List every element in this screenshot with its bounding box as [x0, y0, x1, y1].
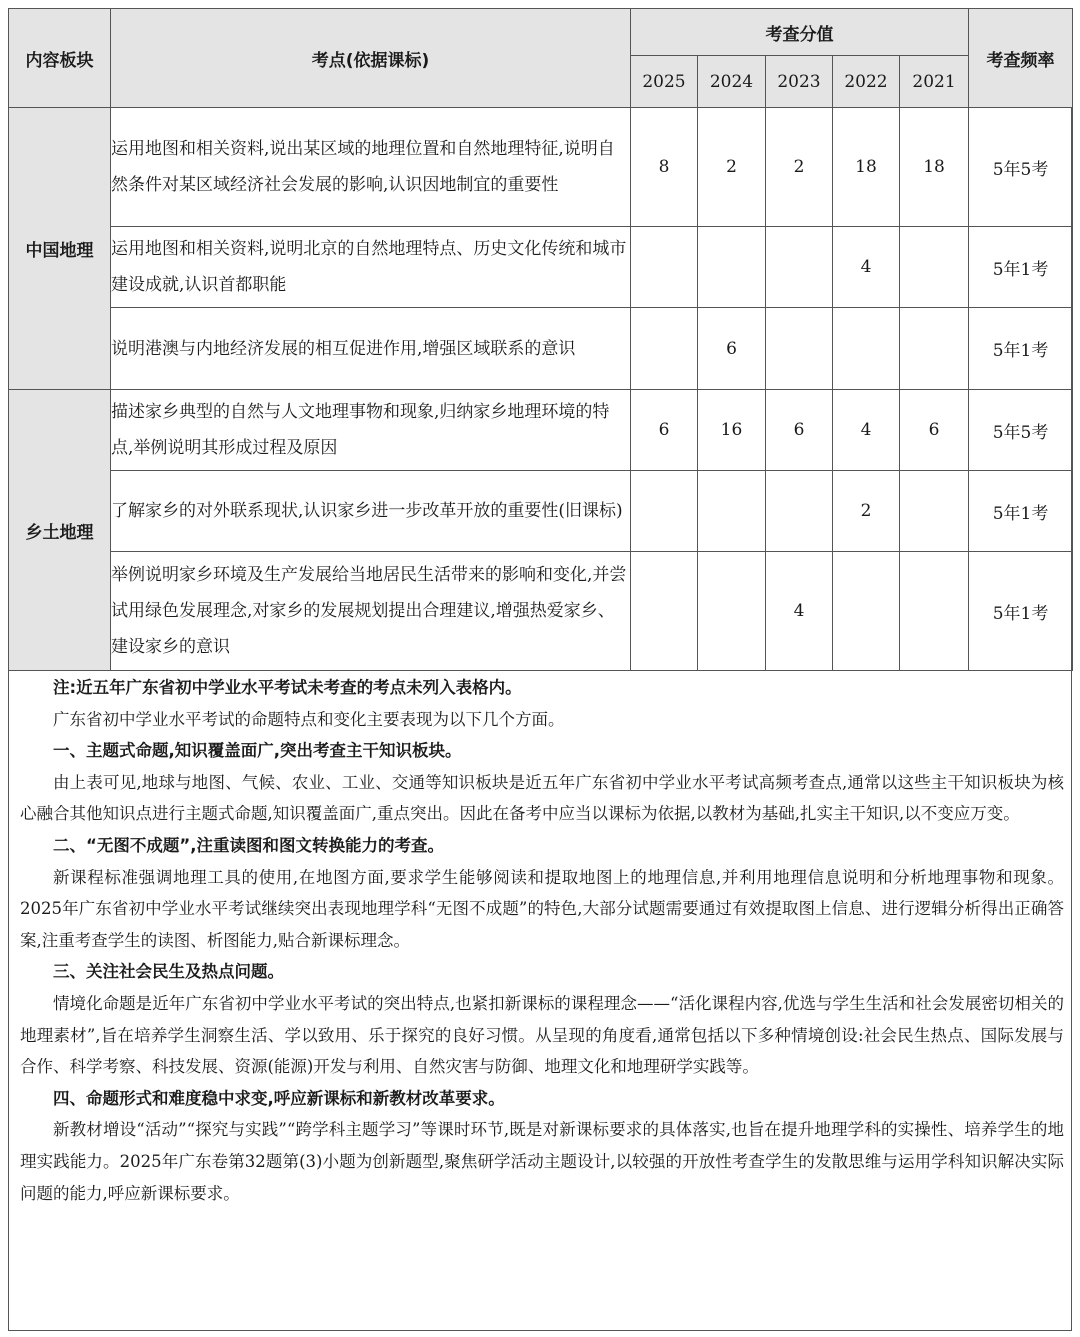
score-cell	[900, 308, 969, 390]
analysis-notes	[20, 672, 1064, 1209]
header-point: 考点(依据课标)	[111, 9, 631, 108]
table-row	[9, 308, 1073, 390]
score-cell	[698, 471, 766, 552]
score-cell: 18	[833, 108, 900, 227]
exam-points-table	[8, 8, 1073, 671]
score-cell: 6	[900, 390, 969, 471]
table-row	[9, 390, 1073, 471]
score-cell: 4	[833, 227, 900, 308]
score-cell: 6	[698, 308, 766, 390]
intro-paragraph: 广东省初中学业水平考试的命题特点和变化主要表现为以下几个方面。	[53, 709, 565, 729]
score-cell	[631, 308, 698, 390]
heading-2: 二、“无图不成题”,注重读图和图文转换能力的考查。	[53, 835, 444, 855]
header-frequency: 考查频率	[969, 9, 1073, 108]
score-cell: 4	[766, 552, 833, 671]
paragraph-4: 新教材增设“活动”“探究与实践”“跨学科主题学习”等课时环节,既是对新课标要求的具体落实,也旨在提升地理学科的实操性、培养学生的地理实践能力。2025年广东卷第32题第(3)小题为创新题型,聚焦研学活动主题设计,以较强的开放性考查学生的发散思维与运用学科知识解决实际问题的能力,呼应新课标要求。	[20, 1120, 1064, 1203]
section-label: 乡土地理	[9, 390, 111, 671]
table-row	[9, 471, 1073, 552]
table-footnote: 注:近五年广东省初中学业水平考试未考查的考点未列入表格内。	[53, 678, 522, 697]
score-cell	[698, 552, 766, 671]
heading-1: 一、主题式命题,知识覆盖面广,突出考查主干知识板块。	[53, 741, 462, 761]
score-cell	[900, 227, 969, 308]
header-year: 2025	[631, 56, 698, 108]
heading-4: 四、命题形式和难度稳中求变,呼应新课标和新教材改革要求。	[53, 1088, 505, 1108]
score-cell: 18	[900, 108, 969, 227]
point-text: 举例说明家乡环境及生产发展给当地居民生活带来的影响和变化,并尝试用绿色发展理念,对家乡的发展规划提出合理建议,增强热爱家乡、建设家乡的意识	[111, 552, 631, 671]
frequency-cell: 5年5考	[969, 108, 1073, 227]
table-row	[9, 552, 1073, 671]
frequency-cell: 5年1考	[969, 308, 1073, 390]
score-cell: 6	[631, 390, 698, 471]
header-year: 2021	[900, 56, 969, 108]
paragraph-1: 由上表可见,地球与地图、气候、农业、工业、交通等知识板块是近五年广东省初中学业水平考试高频考查点,通常以这些主干知识板块为核心融合其他知识点进行主题式命题,知识覆盖面广,重点突出。因此在备考中应当以课标为依据,以教材为基础,扎实主干知识,以不变应万变。	[20, 772, 1064, 824]
point-text: 了解家乡的对外联系现状,认识家乡进一步改革开放的重要性(旧课标)	[111, 471, 631, 552]
score-cell	[631, 552, 698, 671]
score-cell: 8	[631, 108, 698, 227]
score-cell	[631, 471, 698, 552]
paragraph-2: 新课程标准强调地理工具的使用,在地图方面,要求学生能够阅读和提取地图上的地理信息,并利用地理信息说明和分析地理事物和现象。2025年广东省初中学业水平考试继续突出表现地理学科“无图不成题”的特色,大部分试题需要通过有效提取图上信息、进行逻辑分析得出正确答案,注重考查学生的读图、析图能力,贴合新课标理念。	[20, 867, 1064, 950]
frequency-cell: 5年1考	[969, 471, 1073, 552]
score-cell	[900, 471, 969, 552]
paragraph-3: 情境化命题是近年广东省初中学业水平考试的突出特点,也紧扣新课标的课程理念——“活化课程内容,优选与学生生活和社会发展密切相关的地理素材”,旨在培养学生洞察生活、学以致用、乐于探究的良好习惯。从呈现的角度看,通常包括以下多种情境创设:社会民生热点、国际发展与合作、科学考察、科技发展、资源(能源)开发与利用、自然灾害与防御、地理文化和地理研学实践等。	[20, 993, 1064, 1077]
score-cell	[631, 227, 698, 308]
header-section: 内容板块	[9, 9, 111, 108]
point-text: 运用地图和相关资料,说出某区域的地理位置和自然地理特征,说明自然条件对某区域经济社会发展的影响,认识因地制宜的重要性	[111, 108, 631, 227]
point-text: 说明港澳与内地经济发展的相互促进作用,增强区域联系的意识	[111, 308, 631, 390]
score-cell	[766, 471, 833, 552]
score-cell: 2	[698, 108, 766, 227]
frequency-cell: 5年1考	[969, 227, 1073, 308]
table-row	[9, 227, 1073, 308]
header-year: 2024	[698, 56, 766, 108]
section-label: 中国地理	[9, 108, 111, 390]
header-score-group: 考查分值	[631, 9, 969, 56]
header-year: 2023	[766, 56, 833, 108]
score-cell	[766, 227, 833, 308]
score-cell	[698, 227, 766, 308]
score-cell	[766, 308, 833, 390]
score-cell	[833, 308, 900, 390]
score-cell	[900, 552, 969, 671]
table-row	[9, 108, 1073, 227]
point-text: 描述家乡典型的自然与人文地理事物和现象,归纳家乡地理环境的特点,举例说明其形成过程及原因	[111, 390, 631, 471]
score-cell	[833, 552, 900, 671]
score-cell: 4	[833, 390, 900, 471]
heading-3: 三、关注社会民生及热点问题。	[53, 962, 284, 982]
header-year: 2022	[833, 56, 900, 108]
frequency-cell: 5年5考	[969, 390, 1073, 471]
point-text: 运用地图和相关资料,说明北京的自然地理特点、历史文化传统和城市建设成就,认识首都职能	[111, 227, 631, 308]
score-cell: 2	[766, 108, 833, 227]
frequency-cell: 5年1考	[969, 552, 1073, 671]
score-cell: 6	[766, 390, 833, 471]
score-cell: 2	[833, 471, 900, 552]
score-cell: 16	[698, 390, 766, 471]
